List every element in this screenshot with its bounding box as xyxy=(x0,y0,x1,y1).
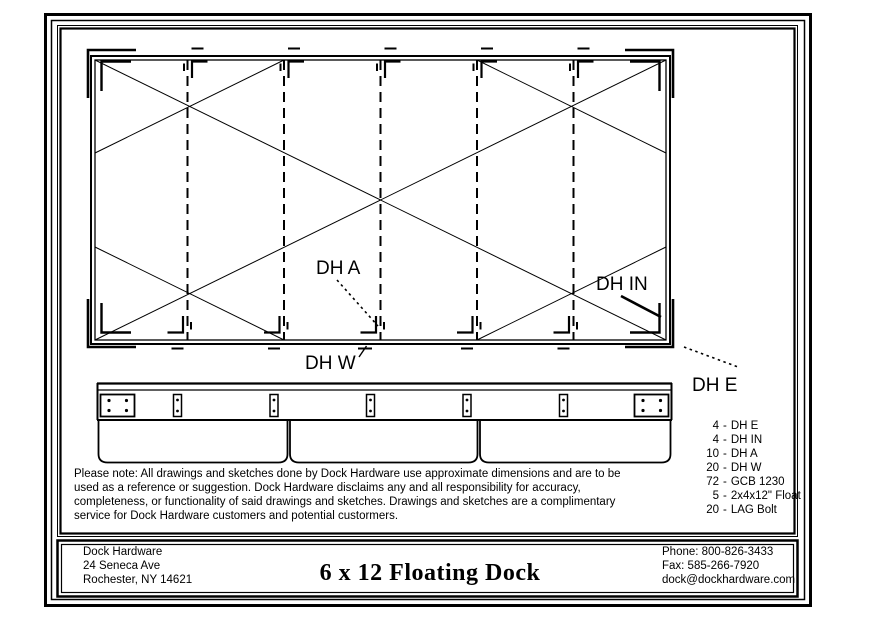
part-name: DH W xyxy=(730,462,762,474)
side-rail xyxy=(97,383,672,420)
leader-lines xyxy=(337,280,738,367)
company-address: Rochester, NY 14621 xyxy=(83,574,193,586)
company-name: Dock Hardware xyxy=(83,546,163,558)
part-separator: - xyxy=(723,420,727,432)
label-dh-in: DH IN xyxy=(596,274,648,295)
dh-e-leader xyxy=(684,347,738,367)
part-name: 2x4x12" Float xyxy=(730,490,801,502)
contact-phone: Phone: 800-826-3433 xyxy=(662,546,774,558)
parts-list-row xyxy=(700,475,801,489)
part-qty: 20 xyxy=(706,504,719,516)
part-qty: 20 xyxy=(706,462,719,474)
parts-list-row xyxy=(700,503,801,517)
plan-view xyxy=(88,49,673,349)
part-separator: - xyxy=(723,448,727,460)
label-dh-w: DH W xyxy=(305,353,356,374)
dh-a-leader xyxy=(337,280,378,326)
disclaimer-note xyxy=(74,467,621,523)
drawing-area-border xyxy=(58,26,798,537)
part-qty: 5 xyxy=(712,490,719,502)
parts-list-row xyxy=(700,419,801,433)
disclaimer-line: service for Dock Hardware customers and potential custormers. xyxy=(74,510,399,522)
contact-email: dock@dockhardware.com xyxy=(662,574,796,586)
part-separator: - xyxy=(723,434,727,446)
label-dh-e: DH E xyxy=(692,375,738,396)
part-qty: 4 xyxy=(712,434,719,446)
dh-in-leader xyxy=(621,296,661,317)
drawing-title: 6 x 12 Floating Dock xyxy=(319,560,541,586)
disclaimer-line: used as a reference or suggestion. Dock Hardware disclaims any and all responsibility for accuracy, xyxy=(74,482,581,494)
company-address: 24 Seneca Ave xyxy=(83,560,161,572)
part-name: LAG Bolt xyxy=(730,504,777,516)
disclaimer-line: Please note: All drawings and sketches done by Dock Hardware use approximate dimensions and are to be xyxy=(74,468,621,480)
joint-plates xyxy=(174,395,568,417)
label-dh-a: DH A xyxy=(316,258,361,279)
part-name: DH E xyxy=(730,420,759,432)
part-separator: - xyxy=(723,462,727,474)
parts-list-row xyxy=(700,447,801,461)
part-qty: 72 xyxy=(706,476,719,488)
parts-list-row xyxy=(700,433,801,447)
end-plates xyxy=(101,395,669,417)
part-separator: - xyxy=(723,476,727,488)
plate-bolts xyxy=(107,399,662,413)
part-name: DH A xyxy=(730,448,758,460)
contact-fax: Fax: 585-266-7920 xyxy=(662,560,760,572)
parts-list xyxy=(700,419,801,517)
parts-list-row xyxy=(700,461,801,475)
floats xyxy=(99,421,671,463)
part-separator: - xyxy=(723,490,727,502)
disclaimer-line: completeness, or functionality of said drawings and sketches. Drawings and sketches are a complimentary xyxy=(74,496,616,508)
part-separator: - xyxy=(723,504,727,516)
part-name: GCB 1230 xyxy=(730,476,785,488)
side-view xyxy=(97,383,672,463)
part-qty: 4 xyxy=(712,420,719,432)
contact-info xyxy=(662,545,795,587)
parts-list-row xyxy=(700,489,801,503)
part-name: DH IN xyxy=(730,434,763,446)
part-qty: 10 xyxy=(706,448,719,460)
